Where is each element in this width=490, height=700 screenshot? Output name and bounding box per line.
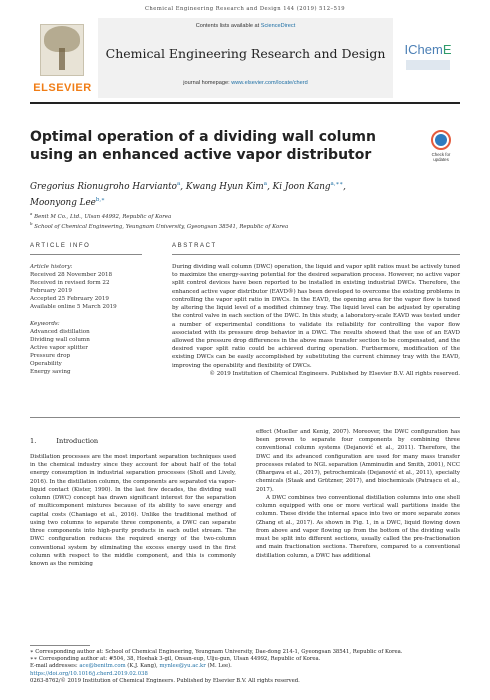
body-paragraph: A DWC combines two conventional distillation columns into one shell column equipped with one or more vertical wall partitions inside the column. These divide the internal space into two or more separate zones (Zhang et al., 2017). As shown in Fig. 1, in a DWC, liquid flowing down from above and vapor flowing up from the bottom of the dividing walls must be split into different sections, usually called the pre-fractionation and main fractionation sections. Therefore, compared to a conventional distillation column, a DWC has additional — [256, 494, 460, 559]
author-name[interactable]: Kwang Hyun Kim — [185, 181, 264, 192]
contents-prefix: Contents lists available at — [195, 23, 260, 29]
footnote-corresponding-2: ∗∗ Corresponding author at: #504, 38, Hoehak 3-gil, Onsan-eup, Ulju-gun, Ulsan 44992, Republic of Korea. — [30, 656, 321, 663]
keyword-item: Dividing wall column — [30, 336, 90, 343]
author-name[interactable]: Moonyong Lee — [30, 197, 96, 208]
doi-link[interactable]: https://doi.org/10.1016/j.cherd.2019.02.038 — [30, 670, 148, 677]
abstract-copyright: © 2019 Institution of Chemical Engineers. Published by Elsevier B.V. All rights reserved. — [209, 370, 460, 377]
history-item: February 2019 — [30, 288, 72, 295]
icheme-logo[interactable] — [396, 18, 460, 98]
abstract-body — [172, 263, 460, 378]
contents-line — [98, 23, 393, 29]
article-info-label: ARTICLE INFO — [30, 243, 91, 249]
keyword-item: Operability — [30, 361, 62, 368]
abstract-bottom-rule — [30, 417, 460, 418]
running-head: Chemical Engineering Research and Design 144 (2019) 512–519 — [144, 6, 346, 12]
abstract-text: During dividing wall column (DWC) operation, the liquid and vapor split ratios must be actively tuned to maximize the energy-saving potential for the desired separation process. However, no active vapor split control devices have been reported to be installed in existing industrial DWCs. Therefore, the enhanced active vapor distributor (EAVD®) has been developed to overcome the existing problems in controlling the vapor split ratio in DWCs. In the EAVD, the opening area for the vapor flow is tuned by altering the liquid level of a modified chimney tray. The liquid level can be adjusted by operating the control valve in each section of the DWC. In this study, a laboratory-scale EAVD was tested under a number of experimental conditions to validate its reliability for controlling the vapor flow associated with its pressure drop behavior in a DWC. The results showed that the use of an EAVD allowed the pressure drop differences in the above mass transfer section to be compensated, and the desired vapor split ratio could be achieved during operation. Furthermore, modification of the existing DWCs can be easily accomplished by substituting the current chimney tray with the EAVD, improving the operability and flexibility of DWCs. — [172, 264, 460, 369]
email-link[interactable]: mynlee@yu.ac.kr — [159, 663, 206, 670]
section-title: Introduction — [56, 437, 99, 445]
history-item: Accepted 25 February 2019 — [30, 296, 109, 303]
author-list: Gregorius Rionugroho Harvianto$^a$, Kwang Hyun Kim$^a$, Ki Joon Kang$^{a,∗∗}$, Moonyong Lee$^{b,∗}$ — [30, 181, 346, 208]
keyword-item: Energy saving — [30, 369, 71, 376]
keywords-heading: Keywords: — [30, 320, 60, 327]
author-name[interactable]: Gregorius Rionugroho Harvianto — [30, 181, 177, 192]
email-owner: (M. Lee). — [207, 663, 232, 670]
affiliation-text: School of Chemical Engineering, Yeungnam University, Gyeongsan 38541, Republic of Korea — [34, 223, 289, 230]
footnotes — [30, 649, 470, 685]
homepage-link[interactable]: www.elsevier.com/locate/cherd — [231, 80, 308, 86]
footnote-rule — [30, 645, 90, 646]
history-item: Available online 5 March 2019 — [30, 304, 117, 311]
emails-prefix: E-mail addresses: — [30, 663, 78, 670]
body-paragraph: effect (Mueller and Kenig, 2007). Moreover, the DWC configuration has been proven to separate four components by combining three conventional column systems (Dejanović et al., 2011). Therefore, the DWC and its advanced configuration are used for many mass transfer processes related to NGL separation (Amminudin and Smith, 2001), NCC (Bhargava et al., 2017), petrochemicals (Dejanović et al., 2011), specialty chemicals (Staak and Grützner, 2017), and biochemicals (Patrașcu et al., 2017). — [256, 429, 460, 493]
author-affil-marker[interactable]: a,∗∗ — [330, 181, 344, 187]
keyword-item: Advanced distillation — [30, 328, 90, 335]
affiliation — [30, 221, 470, 230]
masthead-rule — [30, 102, 460, 104]
elsevier-logo[interactable] — [30, 18, 95, 98]
article-title: Optimal operation of a dividing wall column using an enhanced active vapor distributor — [30, 129, 376, 163]
author-affil-marker[interactable]: a — [176, 181, 181, 187]
affiliation-text: Benit M Co., Ltd., Ulsan 44992, Republic of Korea — [34, 213, 172, 220]
footnote-corresponding-1: ∗ Corresponding author at: School of Chemical Engineering, Yeungnam University, Dae-dong 214-1, Gyeongsan 38541, Republic of Korea. — [30, 649, 403, 655]
history-item: Received 28 November 2018 — [30, 272, 113, 279]
icheme-wordmark — [396, 42, 460, 57]
affiliation-marker: a — [30, 211, 33, 216]
elsevier-wordmark: ELSEVIER — [33, 82, 92, 94]
check-for-updates-badge[interactable] — [425, 130, 457, 166]
journal-title[interactable]: Chemical Engineering Research and Design — [105, 46, 386, 61]
section-number: 1. — [30, 437, 37, 445]
abstract-rule — [172, 254, 460, 255]
icheme-wordmark-b: E — [442, 42, 452, 57]
homepage-prefix: journal homepage: — [183, 80, 230, 86]
check-updates-dot-icon — [435, 134, 447, 146]
sciencedirect-link[interactable]: ScienceDirect — [260, 23, 296, 29]
journal-masthead — [30, 18, 460, 98]
abstract-label: ABSTRACT — [172, 243, 217, 249]
issn-copyright: 0263-8762/© 2019 Institution of Chemical Engineers. Published by Elsevier B.V. All rights reserved. — [30, 677, 300, 684]
introduction-left-column: Distillation processes are the most important separation techniques used in the chemical industry since they account for about half of the total energy consumption in industrial separation processes (Sholl and Lively, 2016). In the distillation column, the components are separated via vapor-liquid contact (Kister, 1990). In the last few decades, the dividing wall column (DWC) concept has drawn significant interest for the separation of multicomponent mixtures because of its ability to save energy and capital costs (Chaniago et al., 2016). Unlike the traditional method of using two columns to separate three components, a DWC can separate three components into high-purity products in each outlet stream. The DWC configuration reduces the required energy of the two-column conventional system by eliminating the excess energy used in the first column with respect to the middle component, and this is commonly known as the remixing — [30, 454, 236, 568]
tree-trunk-shape — [59, 48, 65, 70]
introduction-right-column — [256, 428, 460, 560]
author-affil-marker[interactable]: b,∗ — [95, 196, 105, 203]
email-owner: (K.J. Kang), — [127, 663, 158, 670]
section-heading-introduction — [30, 437, 98, 445]
icheme-banner-shape — [406, 60, 450, 70]
check-updates-label: Check for updates — [431, 152, 451, 162]
journal-homepage — [98, 80, 393, 86]
icheme-wordmark-a: IChem — [404, 42, 443, 57]
article-info-rule — [30, 254, 142, 255]
footnote-emails — [30, 663, 470, 670]
author-name[interactable]: Ki Joon Kang — [272, 181, 331, 192]
author-affil-marker[interactable]: a — [263, 181, 268, 187]
keyword-item: Active vapor splitter — [30, 344, 88, 351]
affiliation — [30, 211, 470, 220]
affiliation-marker: b — [30, 221, 33, 226]
history-item: Received in revised form 22 — [30, 280, 110, 287]
email-link[interactable]: ace@benitm.com — [79, 663, 126, 670]
keyword-item: Pressure drop — [30, 352, 71, 359]
article-info-panel — [30, 263, 142, 376]
history-heading: Article history: — [30, 264, 73, 270]
